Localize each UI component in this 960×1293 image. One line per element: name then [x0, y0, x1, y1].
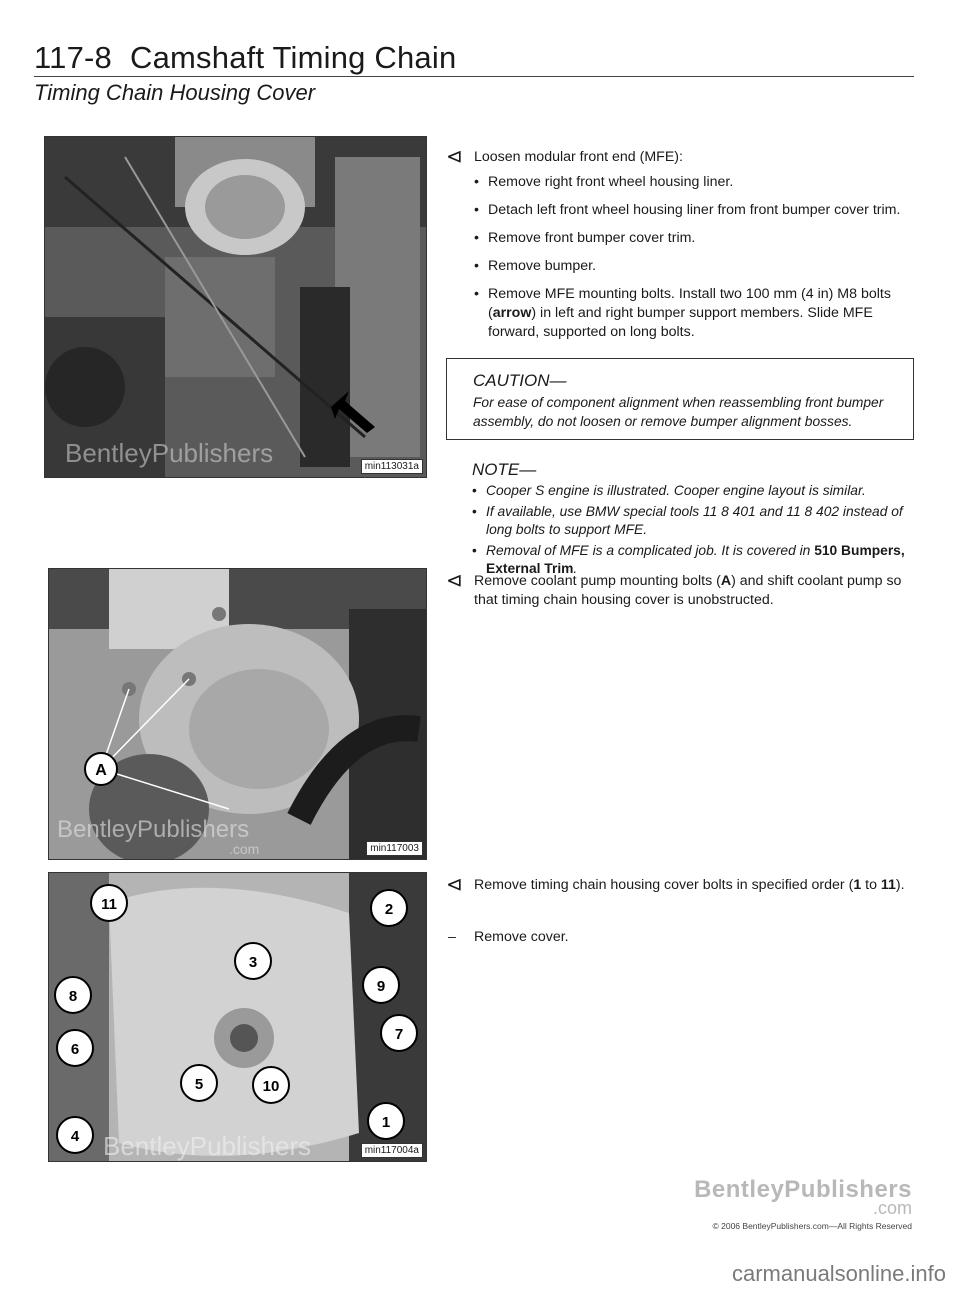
caution-title: CAUTION— — [473, 371, 567, 390]
footer-brand-com: .com — [872, 1198, 912, 1218]
bullet-item: • Detach left front wheel housing liner from front bumper cover trim. — [474, 201, 914, 220]
callout-8 — [55, 977, 91, 1013]
svg-text:9: 9 — [376, 978, 386, 995]
page-header — [34, 40, 456, 76]
svg-text:5: 5 — [194, 1076, 204, 1093]
callout-3 — [235, 943, 271, 979]
svg-text:4: 4 — [70, 1128, 80, 1145]
step-bullets — [446, 173, 914, 342]
dash-marker: – — [448, 929, 456, 945]
header-divider — [34, 76, 914, 77]
photo-watermark-com: .com — [229, 841, 260, 857]
svg-text:6: 6 — [70, 1041, 80, 1058]
figure-mfe-photo — [44, 136, 427, 478]
step-loosen-mfe — [446, 148, 914, 581]
callout-9 — [363, 967, 399, 1003]
step-arrow-icon: ⊲ — [446, 874, 463, 896]
note-title: NOTE— — [472, 460, 537, 479]
callout-4 — [57, 1117, 93, 1153]
bullet-item: • Remove right front wheel housing liner. — [474, 173, 914, 192]
step-text: ⊲ Loosen modular front end (MFE): — [446, 146, 683, 168]
callout-10 — [253, 1067, 289, 1103]
note-item: • Cooper S engine is illustrated. Cooper engine layout is similar. — [472, 482, 914, 500]
photo-watermark: BentleyPublishers — [65, 438, 274, 468]
figure-label: min117003 — [366, 841, 423, 856]
svg-text:11: 11 — [101, 896, 117, 913]
page-footer — [694, 1176, 912, 1231]
callout-1 — [368, 1103, 404, 1139]
note-block — [446, 460, 914, 578]
callout-7 — [381, 1015, 417, 1051]
site-watermark: carmanualsonline.info — [731, 1261, 946, 1286]
svg-text:2: 2 — [384, 901, 394, 918]
callout-6 — [57, 1030, 93, 1066]
svg-text:8: 8 — [68, 988, 78, 1005]
page-number: 117-8 — [34, 40, 112, 75]
svg-text:1: 1 — [381, 1114, 391, 1131]
note-item: • If available, use BMW special tools 11 8 401 and 11 8 402 instead of long bolts to support MFE. — [472, 503, 914, 539]
step-remove-bolts: ⊲ Remove timing chain housing cover bolts in specified order (1 to 11). — [446, 874, 905, 896]
bullet-item: • Remove MFE mounting bolts. Install two 100 mm (4 in) M8 bolts (arrow) in left and right bumper support members. Slide MFE forward, supported on long bolts. — [474, 285, 914, 342]
photo-watermark: BentleyPublishers — [103, 1131, 312, 1161]
callout-2 — [371, 890, 407, 926]
step-arrow-icon: ⊲ — [446, 146, 463, 168]
figure-housing-cover-photo — [48, 872, 427, 1162]
svg-text:7: 7 — [394, 1026, 404, 1043]
caution-box — [446, 358, 914, 440]
callout-5 — [181, 1065, 217, 1101]
callout-a-label: A — [95, 762, 107, 779]
footer-copyright: © 2006 BentleyPublishers.com—All Rights Reserved — [712, 1221, 912, 1231]
svg-text:10: 10 — [262, 1078, 280, 1095]
figure-label: min117004a — [361, 1143, 423, 1158]
step-coolant-pump: ⊲ Remove coolant pump mounting bolts (A) and shift coolant pump so that timing chain housing cover is unobstructed. — [446, 570, 902, 608]
photo-watermark: BentleyPublishers — [57, 816, 250, 843]
step-arrow-icon: ⊲ — [446, 570, 463, 592]
callout-11 — [91, 885, 127, 921]
figure-coolant-pump-photo — [48, 568, 427, 860]
chapter-title: Camshaft Timing Chain — [130, 40, 457, 75]
figure-label: min113031a — [361, 459, 423, 474]
note-item: • Removal of MFE is a complicated job. It is covered in 510 Bumpers, External Trim. — [472, 542, 914, 578]
page-title — [34, 40, 456, 76]
step-remove-cover: – Remove cover. — [448, 929, 569, 945]
bullet-item: • Remove bumper. — [474, 257, 914, 276]
caution-text: For ease of component alignment when reassembling front bumper assembly, do not loosen or remove bumper alignment bosses. — [473, 395, 884, 429]
footer-brand-logo: BentleyPublishers — [694, 1176, 912, 1203]
bullet-item: • Remove front bumper cover trim. — [474, 229, 914, 248]
section-subtitle: Timing Chain Housing Cover — [34, 80, 316, 105]
svg-text:3: 3 — [248, 954, 258, 971]
